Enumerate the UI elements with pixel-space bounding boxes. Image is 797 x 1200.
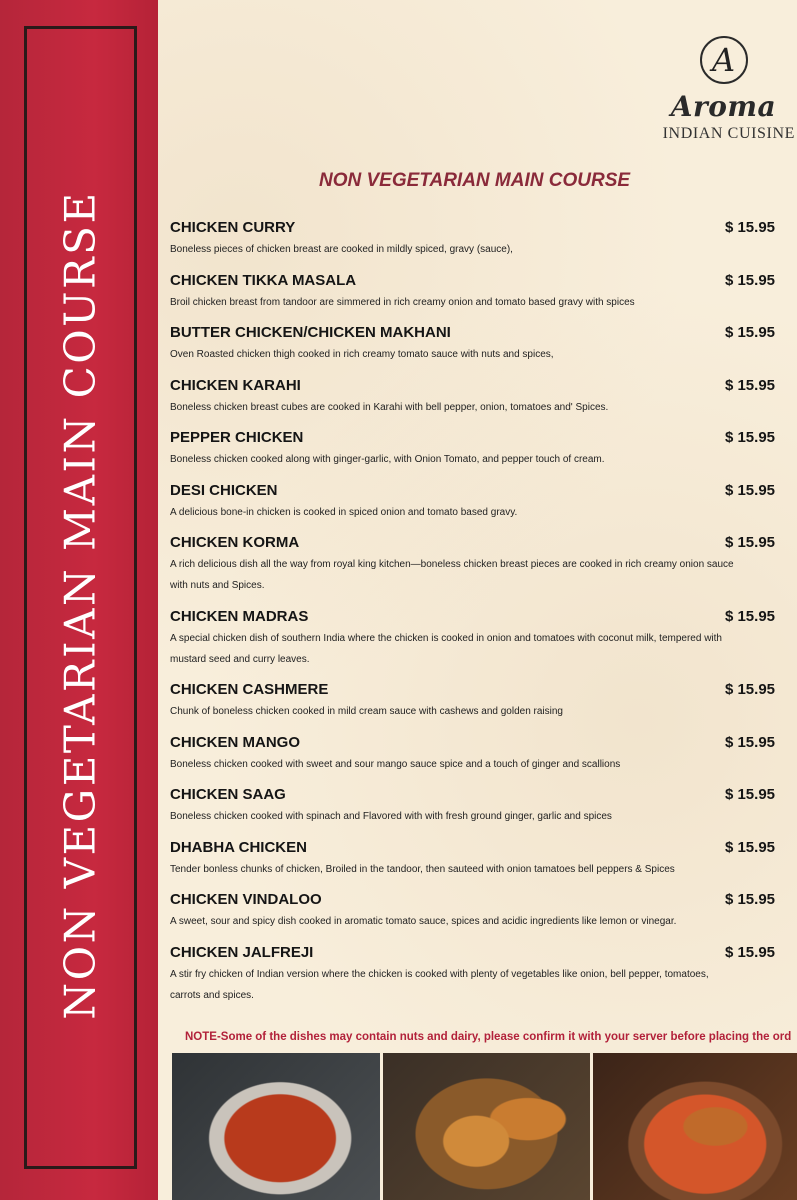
- restaurant-logo: [650, 36, 797, 143]
- menu-item-price: $ 15.95: [724, 534, 775, 551]
- allergy-note: NOTE-Some of the dishes may contain nuts and dairy, please confirm it with your server before placing the ord: [185, 1031, 792, 1043]
- menu-item-price: $ 15.95: [724, 681, 775, 698]
- menu-item-name: DHABHA CHICKEN: [170, 838, 307, 856]
- menu-item-name: CHICKEN CASHMERE: [170, 681, 329, 698]
- menu-item-price: $ 15.95: [724, 324, 775, 341]
- menu-item-price: $ 15.95: [724, 733, 775, 751]
- menu-item-description: Chunk of boneless chicken cooked in mild cream sauce with cashews and golden raising: [170, 706, 563, 717]
- menu-item-name: CHICKEN MANGO: [170, 733, 300, 751]
- menu-item-name: PEPPER CHICKEN: [170, 429, 304, 446]
- menu-item: [170, 680, 775, 722]
- logo-emblem: [700, 36, 748, 84]
- menu-item: [170, 785, 775, 827]
- menu-item: [170, 838, 775, 880]
- menu-item-price: $ 15.95: [724, 891, 775, 908]
- menu-item-description: Boneless pieces of chicken breast are cooked in mildly spiced, gravy (sauce),: [170, 244, 513, 255]
- menu-item: [170, 218, 775, 260]
- menu-item-price: $ 15.95: [724, 219, 775, 236]
- menu-item-price: $ 15.95: [724, 429, 775, 446]
- side-title: NON VEGETARIAN MAIN COURSE: [55, 190, 105, 1020]
- menu-item-name: CHICKEN TIKKA MASALA: [170, 271, 357, 289]
- menu-item-description: A stir fry chicken of Indian version where the chicken is cooked with plenty of vegetables like onion, bell pepper, tomatoes, carrots and spices.: [170, 968, 709, 1001]
- menu-item-description: A sweet, sour and spicy dish cooked in aromatic tomato sauce, spices and acidic ingredients like lemon or vinegar.: [170, 916, 677, 927]
- restaurant-subtitle: INDIAN CUISINE: [662, 125, 795, 142]
- menu-item: [170, 607, 775, 670]
- menu-item: [170, 481, 775, 523]
- menu-item-name: CHICKEN KARAHI: [170, 376, 301, 394]
- menu-item-description: Boneless chicken breast cubes are cooked in Karahi with bell pepper, onion, tomatoes and' Spices.: [170, 401, 609, 413]
- menu-item-name: CHICKEN VINDALOO: [170, 891, 322, 908]
- menu-item-price: $ 15.95: [724, 607, 775, 625]
- menu-item-price: $ 15.95: [724, 481, 775, 499]
- menu-item: [170, 271, 775, 313]
- menu-item-name: BUTTER CHICKEN/CHICKEN MAKHANI: [170, 324, 451, 341]
- menu-item-description: A delicious bone-in chicken is cooked in spiced onion and tomato based gravy.: [170, 506, 518, 518]
- menu-item-name: CHICKEN SAAG: [170, 786, 286, 803]
- menu-item-description: Boneless chicken cooked along with ginger-garlic, with Onion Tomato, and pepper touch of cream.: [170, 454, 605, 465]
- menu-item: [170, 890, 775, 932]
- section-title: NON VEGETARIAN MAIN COURSE: [319, 170, 631, 191]
- menu-item-name: DESI CHICKEN: [170, 481, 278, 499]
- menu-item-description: Broil chicken breast from tandoor are simmered in rich creamy onion and tomato based gravy with spices: [170, 296, 635, 308]
- menu-item-price: $ 15.95: [724, 786, 775, 803]
- menu-item-name: CHICKEN CURRY: [170, 219, 296, 236]
- menu-list: [170, 218, 775, 1016]
- menu-item-price: $ 15.95: [724, 838, 775, 856]
- logo-letter: A: [711, 41, 736, 79]
- side-band: [0, 0, 158, 1200]
- restaurant-name: Aroma: [670, 90, 777, 123]
- menu-item: [170, 323, 775, 365]
- menu-item: [170, 376, 775, 418]
- menu-item-name: CHICKEN JALFREJI: [170, 943, 314, 961]
- menu-item: [170, 943, 775, 1006]
- menu-item-price: $ 15.95: [724, 943, 775, 961]
- menu-item: [170, 533, 775, 596]
- menu-item-description: Oven Roasted chicken thigh cooked in rich creamy tomato sauce with nuts and spices,: [170, 349, 554, 360]
- menu-item-description: Boneless chicken cooked with sweet and sour mango sauce spice and a touch of ginger and scallions: [170, 758, 621, 770]
- menu-item-price: $ 15.95: [724, 376, 775, 394]
- menu-item-description: Boneless chicken cooked with spinach and Flavored with with fresh ground ginger, garlic and spices: [170, 811, 612, 822]
- food-photo-tikka: [383, 1053, 590, 1200]
- menu-item-name: CHICKEN KORMA: [170, 534, 300, 551]
- menu-item-name: CHICKEN MADRAS: [170, 607, 309, 625]
- menu-item: [170, 428, 775, 470]
- menu-item-price: $ 15.95: [724, 271, 775, 289]
- menu-item-description: Tender bonless chunks of chicken, Broiled in the tandoor, then sauteed with onion tamatoes bell peppers & Spices: [170, 863, 675, 875]
- menu-item-description: A special chicken dish of southern India where the chicken is cooked in onion and tomatoes with coconut milk, tempered with mustard seed and curry leaves.: [170, 632, 722, 665]
- menu-item-description: A rich delicious dish all the way from royal king kitchen—boneless chicken breast pieces are cooked in rich creamy onion sauce with nuts and Spices.: [170, 559, 734, 591]
- food-photo-curry: [172, 1053, 380, 1200]
- menu-item: [170, 733, 775, 775]
- food-photo-chicken: [593, 1053, 797, 1200]
